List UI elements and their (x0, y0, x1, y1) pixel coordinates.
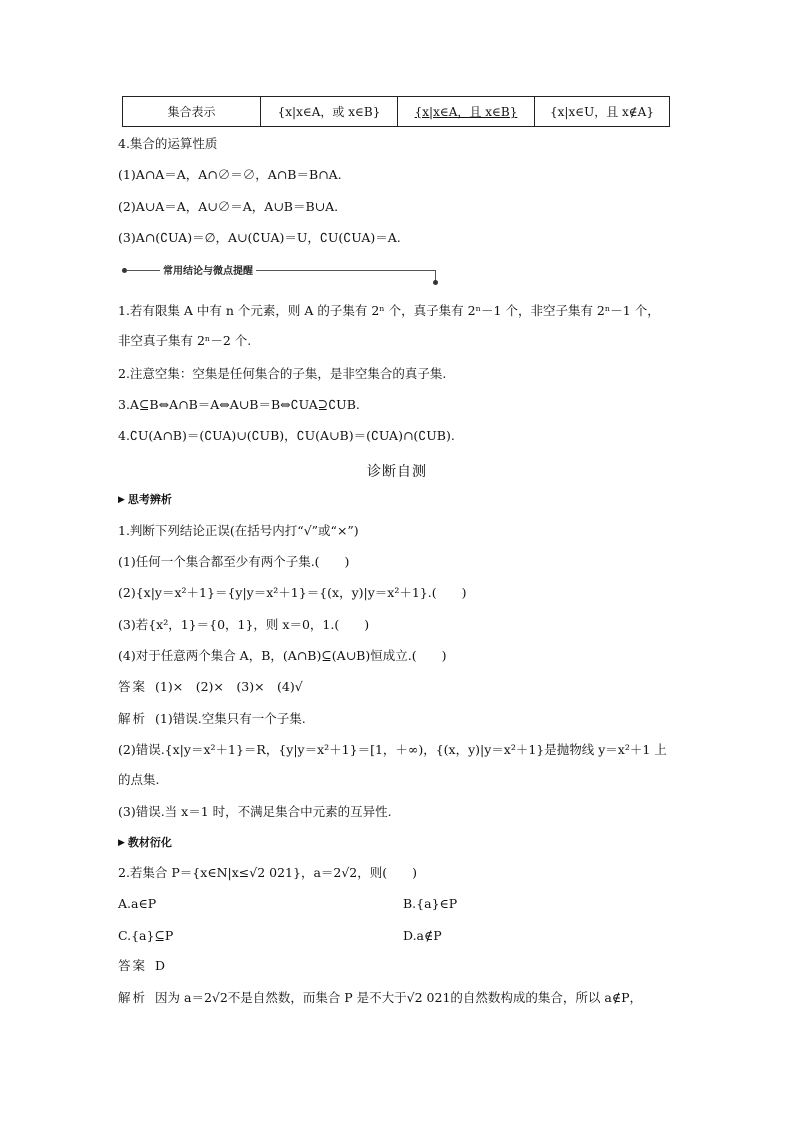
props-heading: 4.集合的运算性质 (118, 136, 218, 151)
question-2-answer: 答案 D (118, 958, 166, 973)
table-cell-complement: {x|x∈U，且 x∉A} (534, 97, 669, 126)
conclusion-2: 2.注意空集：空集是任何集合的子集，是非空集合的真子集. (118, 366, 447, 381)
set-operations-table (122, 96, 670, 127)
conclusion-3: 3.A⊆B⇔A∩B＝A⇔A∪B＝B⇔∁UA⊇∁UB. (118, 397, 360, 412)
table-cell-union: {x|x∈A，或 x∈B} (260, 97, 397, 126)
question-2: 2.若集合 P＝{x∈N|x≤√2 021}，a＝2√2，则( ) (118, 865, 418, 880)
conclusion-banner (122, 262, 442, 284)
conclusion-4: 4.∁U(A∩B)＝(∁UA)∪(∁UB)，∁U(A∪B)＝(∁UA)∩(∁UB). (118, 428, 455, 443)
triangle-icon: ▶ (118, 838, 125, 848)
question-2-analysis: 解析 因为 a＝2√2不是自然数，而集合 P 是不大于√2 021的自然数构成的集合，所以 a∉P， (118, 990, 643, 1005)
banner-label: 常用结论与微点提醒 (160, 262, 256, 277)
section-title: 诊断自测 (367, 464, 427, 480)
prop-line-1: (1)A∩A＝A，A∩∅＝∅，A∩B＝B∩A. (118, 167, 342, 182)
table-cell-intersection: {x|x∈A，且 x∈B} (397, 97, 534, 126)
option-b: B.{a}∈P (403, 896, 458, 911)
question-1-answer: 答案 (1)× (2)× (3)× (4)√ (118, 679, 303, 694)
option-c: C.{a}⊆P (118, 928, 174, 943)
textbook-heading: ▶ 教材衍化 (118, 836, 172, 849)
question-1-item-3: (3)若{x²，1}＝{0，1}，则 x＝0，1.( ) (118, 617, 370, 632)
conclusion-1a: 1.若有限集 A 中有 n 个元素，则 A 的子集有 2ⁿ 个，真子集有 2ⁿ－1 个，非空子集有 2ⁿ－1 个， (118, 303, 660, 318)
analysis-line-2b: 的点集. (118, 772, 160, 787)
banner-dot-right (433, 280, 438, 285)
prop-line-3: (3)A∩(∁UA)＝∅，A∪(∁UA)＝U，∁U(∁UA)＝A. (118, 230, 401, 245)
table-row-header: 集合表示 (167, 105, 216, 119)
analysis-line-2a: (2)错误.{x|y＝x²＋1}＝R，{y|y＝x²＋1}＝[1，＋∞)，{(x，y)|y＝x²＋1}是抛物线 y＝x²＋1 上 (118, 742, 667, 757)
prop-line-2: (2)A∪A＝A，A∪∅＝A，A∪B＝B∪A. (118, 199, 339, 214)
question-1-analysis: 解析 (1)错误.空集只有一个子集. (118, 711, 306, 726)
analysis-line-3: (3)错误.当 x＝1 时，不满足集合中元素的互异性. (118, 804, 392, 819)
question-1-item-4: (4)对于任意两个集合 A，B，(A∩B)⊆(A∪B)恒成立.( ) (118, 648, 447, 663)
question-1: 1.判断下列结论正误(在括号内打“√”或“×”) (118, 523, 359, 538)
conclusion-1b: 非空真子集有 2ⁿ－2 个. (118, 333, 252, 348)
question-1-item-1: (1)任何一个集合都至少有两个子集.( ) (118, 554, 350, 569)
option-d: D.a∉P (403, 928, 442, 943)
option-a: A.a∈P (118, 896, 157, 911)
question-1-item-2: (2){x|y＝x²＋1}＝{y|y＝x²＋1}＝{(x，y)|y＝x²＋1}.( ) (118, 585, 467, 600)
think-heading: ▶ 思考辨析 (118, 493, 172, 506)
triangle-icon: ▶ (118, 495, 125, 505)
